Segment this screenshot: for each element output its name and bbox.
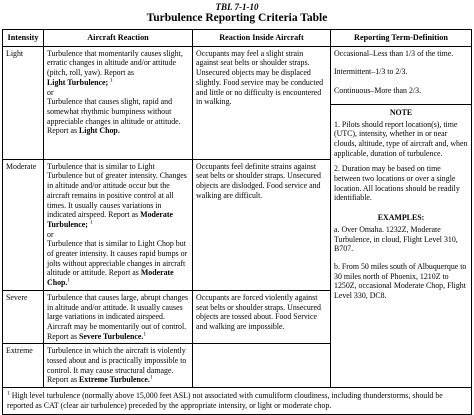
table-title: Turbulence Reporting Criteria Table xyxy=(146,12,328,24)
intensity-light: Light xyxy=(3,46,44,159)
footnote-ref: 1 xyxy=(89,219,93,226)
note-item-1: 1. Pilots should report location(s), time (UTC), intensity, whether in or near clouds, altitude, type of aircraft and, when applicable, duration of turbulence. xyxy=(334,119,468,158)
footnote-ref: 1 xyxy=(110,77,113,84)
footnote-marker: 1 xyxy=(7,390,10,397)
table-id: TBL 7-1-10 xyxy=(215,2,259,12)
reaction-term: Light Turbulence; xyxy=(47,77,109,87)
turbulence-criteria-table xyxy=(2,29,472,415)
aircraft-reaction-moderate xyxy=(44,159,193,290)
reaction-text: Turbulence that is similar to Light Turbulence but of greater intensity. Changes in altitude and/or attitude occur but the aircraft remains in positive control at all times. It usually causes variations in indicated airspeed. Report as xyxy=(47,161,187,220)
reaction-inside-extreme xyxy=(193,344,331,388)
aircraft-reaction-extreme xyxy=(44,344,193,388)
footnote xyxy=(3,388,472,414)
intensity-moderate: Moderate xyxy=(3,159,44,290)
reaction-term: Moderate Chop. xyxy=(47,268,174,288)
reaction-inside-severe: Occupants are forced violently against seat belts or shoulder straps. Unsecured objects are tossed about. Food Service and walking are impossible. xyxy=(193,290,331,344)
header-aircraft-reaction: Aircraft Reaction xyxy=(44,30,193,47)
intensity-severe: Severe xyxy=(3,290,44,344)
header-intensity: Intensity xyxy=(3,30,44,47)
footnote-text: High level turbulence (normally above 15,000 feet ASL) not associated with cumuliform cloudiness, including thunderstorms, should be reported as CAT (clear air turbulence) preceded by the appropriate intensity, or light or moderate chop. xyxy=(7,391,443,410)
reaction-term: Severe Turbulence. xyxy=(79,331,144,341)
header-reporting-term: Reporting Term-Definition xyxy=(331,30,472,47)
divider xyxy=(331,104,471,105)
footnote-row xyxy=(3,388,472,414)
reaction-term: Light Chop. xyxy=(79,126,120,136)
reaction-term: Extreme Turbulence. xyxy=(79,375,150,385)
examples-heading: EXAMPLES: xyxy=(377,213,425,223)
reaction-term: Moderate Turbulence; xyxy=(47,210,174,229)
term-occasional: Occasional–Less than 1/3 of the time. xyxy=(334,48,454,58)
intensity-extreme: Extreme xyxy=(3,344,44,388)
aircraft-reaction-severe xyxy=(44,290,193,344)
reaction-or: or xyxy=(47,87,54,97)
header-row xyxy=(3,30,472,47)
reaction-text: Turbulence that causes large, abrupt changes in altitude and/or attitude. It usually causes large variations in indicated airspeed. Aircraft may be momentarily out of control. Report as xyxy=(47,292,189,341)
reaction-or: or xyxy=(47,229,54,239)
reaction-inside-light: Occupants may feel a slight strain against seat belts or shoulder straps. Unsecured objects may be displaced slightly. Food service may be conducted and little or no difficulty is encountered in walking. xyxy=(193,46,331,159)
aircraft-reaction-light xyxy=(44,46,193,159)
footnote-ref: 1 xyxy=(149,374,153,381)
example-b: b. From 50 miles south of Albuquerque to 30 miles north of Phoenix, 1210Z to 1250Z, occasional Moderate Chop, Flight Level 330, DC8. xyxy=(334,261,467,301)
reporting-term-cell xyxy=(331,46,472,387)
header-reaction-inside: Reaction Inside Aircraft xyxy=(193,30,331,47)
term-intermittent: Intermittent–1/3 to 2/3. xyxy=(334,67,408,77)
reaction-text: Turbulence that causes slight, rapid and somewhat rhythmic bumpiness without appreciable changes in altitude or attitude. Report as xyxy=(47,97,181,136)
footnote-ref: 1 xyxy=(143,331,147,338)
footnote-ref: 1 xyxy=(67,277,71,284)
reaction-inside-moderate: Occupants feel definite strains against seat belts or shoulder straps. Unsecured objects are dislodged. Food service and walking are difficult. xyxy=(193,159,331,290)
reaction-text: Turbulence that is similar to Light Chop but of greater intensity. It causes rapid bumps or jolts without appreciable changes in aircraft altitude or attitude. Report as xyxy=(47,239,188,278)
reaction-text: Turbulence that momentarily causes slight, erratic changes in altitude and/or attitude (pitch, roll, yaw). Report as xyxy=(47,48,183,78)
note-item-2: 2. Duration may be based on time between two locations or over a single location. All locations should be readily identifiable. xyxy=(334,164,460,203)
term-continuous: Continuous–More than 2/3. xyxy=(334,86,422,96)
reaction-text: Turbulence in which the aircraft is violently tossed about and is practically impossible to control. It may cause structural damage. Report as xyxy=(47,346,187,385)
table-row-light xyxy=(3,46,472,159)
note-heading: NOTE xyxy=(389,107,413,117)
example-a: a. Over Omaha. 1232Z, Moderate Turbulence, in cloud, Flight Level 310, B707. xyxy=(334,224,458,254)
